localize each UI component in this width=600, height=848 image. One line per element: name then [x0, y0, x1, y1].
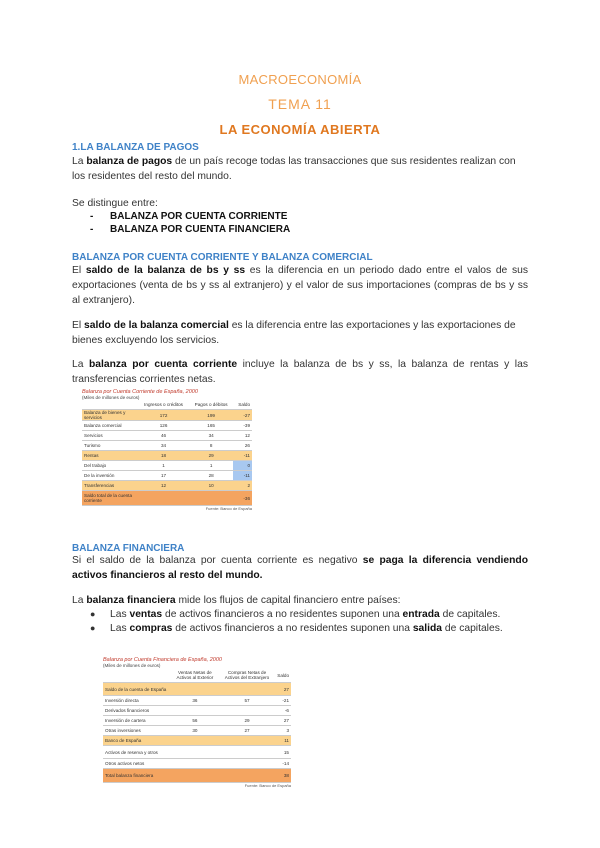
- table-row: Total balanza financiera 38: [103, 769, 291, 783]
- table-row: Activos de reserva y otros 15: [103, 746, 291, 759]
- table-row: De la inversión 17 28 -11: [82, 471, 252, 481]
- table-row: Banco de España 11: [103, 736, 291, 746]
- list-item: ● Las ventas de activos financieros a no residentes suponen una entrada de capitales.: [90, 609, 501, 620]
- section-heading-balanza-financiera: BALANZA FINANCIERA: [72, 543, 185, 554]
- paragraph-saldo-negativo: Si el saldo de la balanza por cuenta corriente es negativo se paga la diferencia vendiendo activos financieros al resto del mundo.: [72, 555, 528, 581]
- subject-title: MACROECONOMÍA: [238, 72, 362, 87]
- table-row: Transferencias 12 10 2: [82, 481, 252, 491]
- table-row: Del trabajo 1 1 0: [82, 461, 252, 471]
- paragraph-saldo-comercial: El saldo de la balanza comercial es la diferencia entre las exportaciones y las exportaciones de bienes excluyendo los servicios.: [72, 320, 516, 346]
- table-row: Derivados financieros -6: [103, 706, 291, 716]
- table-row: Inversión de cartera 56 29 27: [103, 716, 291, 726]
- table-header-row: Ingresos o créditos Pagos o débitos Saldo: [82, 400, 252, 410]
- table-row: Inversión directa 36 57 -21: [103, 696, 291, 706]
- table-row: Saldo de la cuenta de España 27: [103, 683, 291, 696]
- table-row: Otros activos netos -14: [103, 759, 291, 769]
- list-item: ● Las compras de activos financieros a no residentes suponen una salida de capitales.: [90, 623, 503, 634]
- section-heading-balanza-pagos: 1.LA BALANZA DE PAGOS: [72, 142, 199, 153]
- paragraph-saldo-bs-ss: El saldo de la balanza de bs y ss es la diferencia en un periodo dado entre el valos de sus exportaciones (venta de bs y ss al extranjero) y el valor de sus importaciones (compras de bs y ss al extranjero).: [72, 265, 528, 306]
- list-item: - BALANZA POR CUENTA CORRIENTE: [90, 211, 288, 222]
- table-cuenta-financiera: [103, 657, 291, 788]
- table-row: Otras inversiones 30 27 3: [103, 726, 291, 736]
- table-row: Rentas 18 29 -11: [82, 451, 252, 461]
- paragraph-distingue: Se distingue entre:: [72, 198, 158, 209]
- table-row: Balanza comercial 126 165 -39: [82, 421, 252, 431]
- table-caption: Balanza por Cuenta Financiera de España, 2000: [103, 657, 222, 663]
- paragraph-cuenta-corriente: La balanza por cuenta corriente incluye la balanza de bs y ss, la balanza de rentas y las transferencias corrientes netas.: [72, 359, 528, 385]
- table-caption: Balanza por Cuenta Corriente de España, 2000: [82, 389, 198, 395]
- topic-title: TEMA 11: [268, 96, 332, 112]
- paragraph-balanza-financiera: La balanza financiera mide los flujos de capital financiero entre países:: [72, 595, 401, 606]
- table-header-row: Ventas Netas de Activos al Exterior Compras Netas de Activos del Extranjero Saldo: [103, 668, 291, 683]
- paragraph-balanza-pagos: La balanza de pagos de un país recoge todas las transacciones que sus residentes realizan con los residentes del resto del mundo.: [72, 156, 516, 182]
- table-row: Servicios 46 34 12: [82, 431, 252, 441]
- table-subcaption: (Miles de millones de euros): [82, 395, 140, 400]
- table-row: Turismo 34 8 26: [82, 441, 252, 451]
- table-cuenta-corriente: [82, 389, 252, 511]
- list-item: - BALANZA POR CUENTA FINANCIERA: [90, 224, 291, 235]
- table-source: Fuente: Banco de España: [205, 506, 252, 511]
- section-heading-cuenta-corriente: BALANZA POR CUENTA CORRIENTE Y BALANZA COMERCIAL: [72, 252, 373, 263]
- page-title: LA ECONOMÍA ABIERTA: [219, 122, 381, 137]
- table-subcaption: (Miles de millones de euros): [103, 663, 161, 668]
- table-source: Fuente: Banco de España: [244, 783, 291, 788]
- table-row: Saldo total de la cuenta corriente -36: [82, 491, 252, 506]
- table-row: Balanza de bienes y servicios 172 199 -27: [84, 410, 250, 420]
